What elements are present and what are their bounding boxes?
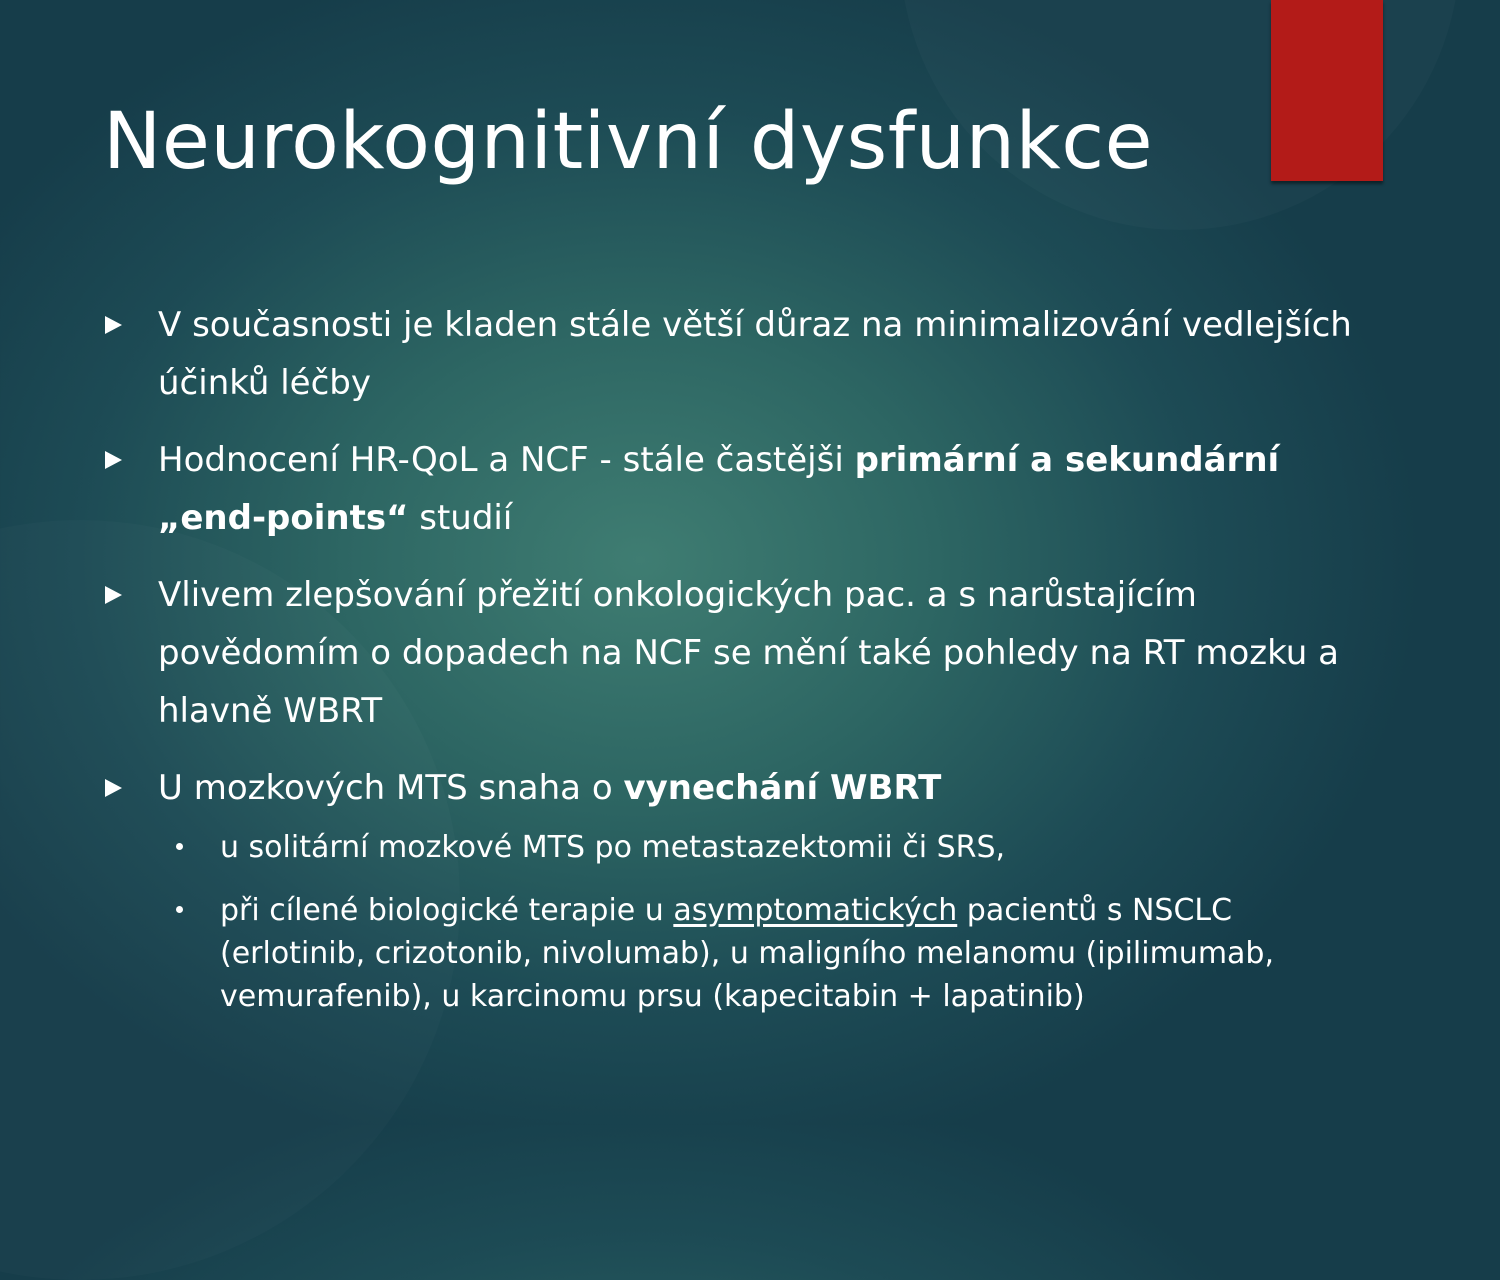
triangle-bullet-icon <box>105 586 122 604</box>
bullet-text: studií <box>408 498 513 538</box>
sub-bullet-item <box>220 889 1370 1018</box>
sub-bullet-list <box>220 826 1370 1038</box>
bullet-list <box>103 296 1393 821</box>
bullet-text: Vlivem zlepšování přežití onkologických pac. a s narůstajícím povědomím o dopadech na NCF se mění také pohledy na RT mozku a hlavně WBRT <box>158 575 1339 731</box>
triangle-bullet-icon <box>105 316 122 334</box>
bullet-item <box>103 296 1393 412</box>
triangle-bullet-icon <box>105 779 122 797</box>
sub-bullet-item <box>220 826 1370 869</box>
dot-bullet-icon <box>176 906 183 913</box>
bullet-bold-text: primární a sekundární „end-points“ <box>158 440 1280 538</box>
bullet-text: V současnosti je kladen stále větší důraz na minimalizování vedlejších účinků léčby <box>158 305 1352 403</box>
sub-bullet-text: pacientů s NSCLC (erlotinib, crizotonib, nivolumab), u maligního melanomu (ipilimumab, vemurafenib), u karcinomu prsu (kapecitabin + lapatinib) <box>220 893 1274 1014</box>
bullet-item <box>103 566 1393 740</box>
slide-title: Neurokognitivní dysfunkce <box>103 97 1154 187</box>
dot-bullet-icon <box>176 843 183 850</box>
sub-bullet-text: u solitární mozkové MTS po metastazektomii či SRS, <box>220 830 1006 865</box>
triangle-bullet-icon <box>105 451 122 469</box>
bullet-text: U mozkových MTS snaha o <box>158 768 624 808</box>
sub-bullet-text: při cílené biologické terapie u <box>220 893 674 928</box>
bullet-item <box>103 431 1393 547</box>
bullet-item <box>103 759 1393 817</box>
title-accent-bar <box>1271 0 1383 181</box>
sub-bullet-underlined-text: asymptomatických <box>673 893 958 928</box>
bullet-text: Hodnocení HR-QoL a NCF - stále častějši <box>158 440 855 480</box>
bullet-bold-text: vynechání WBRT <box>623 768 942 808</box>
